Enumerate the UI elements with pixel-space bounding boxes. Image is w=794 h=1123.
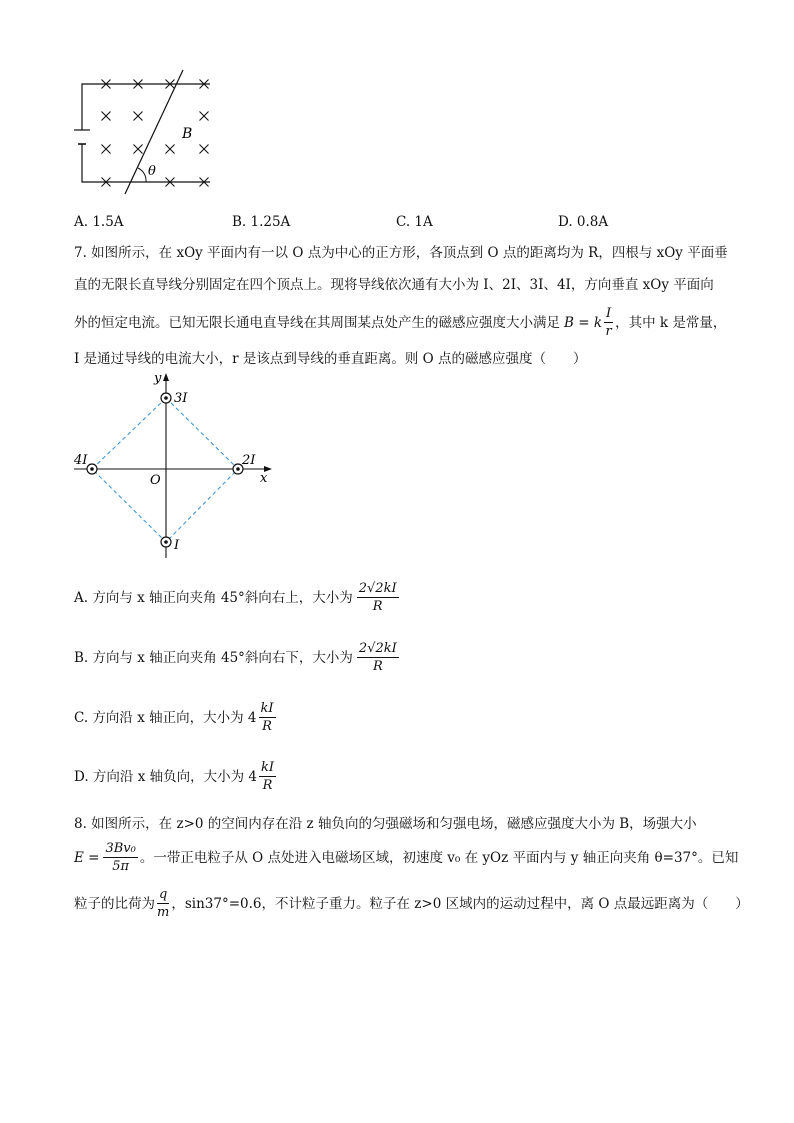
q7-origin-label: O xyxy=(150,473,161,488)
q7-stem-line-2: 直的无限长直导线分别固定在四个顶点上。现将导线依次通有大小为 I、2I、3I、4I，方向垂直 xOy 平面向 xyxy=(74,277,714,293)
q8-line3-text: 粒子的比荷为 xyxy=(74,895,155,912)
q7-stem-line-3 xyxy=(74,305,726,340)
q8-e-lhs: E = xyxy=(74,849,100,866)
q7-option-b-text: B. 方向与 x 轴正向夹角 45°斜向右下，大小为 xyxy=(74,649,353,666)
q7-option-a[interactable] xyxy=(74,580,401,615)
q7-x-axis-label: x xyxy=(260,471,268,486)
q7-option-b[interactable] xyxy=(74,640,401,675)
q7-stem-line-1: 7. 如图所示，在 xOy 平面内有一以 O 点为中心的正方形，各顶点到 O 点的距离均为 R，四根与 xOy 平面垂 xyxy=(74,245,728,261)
q7-option-a-num: 2√2kI xyxy=(358,581,397,596)
q8-qm-fraction xyxy=(157,886,169,921)
q7-option-b-den: R xyxy=(372,659,383,674)
q8-line3-tail: ，sin37°=0.6，不计粒子重力。粒子在 z>0 区域内的运动过程中，离 O 点最远距离为（ ） xyxy=(171,895,749,912)
q8-stem-line-3 xyxy=(74,886,749,921)
q6-field-label: B xyxy=(182,126,193,142)
q8-qm-den: m xyxy=(157,905,170,920)
q7-option-a-text: A. 方向与 x 轴正向夹角 45°斜向右上，大小为 xyxy=(74,589,353,606)
q7-line3-tail: ，其中 k 是常量， xyxy=(615,314,727,331)
q7-option-c[interactable] xyxy=(74,700,278,735)
q7-y-axis-label: y xyxy=(154,371,162,386)
q7-option-c-num: kI xyxy=(260,701,274,716)
q6-option-d[interactable]: D. 0.8A xyxy=(558,214,609,230)
q6-option-c[interactable]: C. 1A xyxy=(396,214,433,230)
q7-option-a-den: R xyxy=(372,599,383,614)
q8-line2-text: 。一带正电粒子从 O 点处进入电磁场区域，初速度 v₀ 在 yOz 平面内与 y 轴正向夹角 θ=37°。已知 xyxy=(139,849,739,866)
q8-qm-num: q xyxy=(159,887,168,902)
q7-right-current: 2I xyxy=(242,453,256,468)
q7-left-current: 4I xyxy=(74,453,88,468)
q8-stem-line-2 xyxy=(74,840,738,875)
q6-option-a[interactable]: A. 1.5A xyxy=(74,214,124,230)
q6-circuit-figure xyxy=(70,62,230,202)
q7-option-b-fraction xyxy=(357,640,399,675)
q7-bottom-current: I xyxy=(174,538,180,553)
q8-e-fraction xyxy=(103,840,137,875)
q7-square-figure xyxy=(70,368,290,563)
q8-e-num: 3Bv₀ xyxy=(105,841,136,856)
q7-formula-num: I xyxy=(606,306,612,321)
q7-formula-den: r xyxy=(605,324,612,339)
q7-line3-text: 外的恒定电流。已知无限长通电直导线在其周围某点处产生的磁感应强度大小满足 xyxy=(74,314,560,331)
q7-option-c-fraction xyxy=(259,700,276,735)
q7-formula-fraction xyxy=(604,305,613,340)
q7-option-d-text: D. 方向沿 x 轴负向，大小为 4 xyxy=(74,768,258,785)
q7-formula-lhs: B = k xyxy=(564,314,602,331)
q7-stem-line-4: I 是通过导线的电流大小，r 是该点到导线的垂直距离。则 O 点的磁感应强度（ ） xyxy=(74,351,587,367)
q7-option-a-fraction xyxy=(357,580,399,615)
q8-stem-line-1: 8. 如图所示，在 z>0 的空间内存在沿 z 轴负向的匀强磁场和匀强电场，磁感应强度大小为 B，场强大小 xyxy=(74,816,697,832)
q6-angle-label: θ xyxy=(148,164,156,179)
q7-top-current: 3I xyxy=(174,391,188,406)
q7-option-d-den: R xyxy=(262,778,273,793)
q6-option-b[interactable]: B. 1.25A xyxy=(232,214,291,230)
q7-option-c-den: R xyxy=(262,719,272,734)
q7-option-c-text: C. 方向沿 x 轴正向，大小为 4 xyxy=(74,709,257,726)
q7-option-d-fraction xyxy=(259,759,276,794)
q7-option-d-num: kI xyxy=(261,760,275,775)
q7-option-d[interactable] xyxy=(74,759,278,794)
q8-e-den: 5π xyxy=(112,859,130,874)
q7-option-b-num: 2√2kI xyxy=(358,641,397,656)
